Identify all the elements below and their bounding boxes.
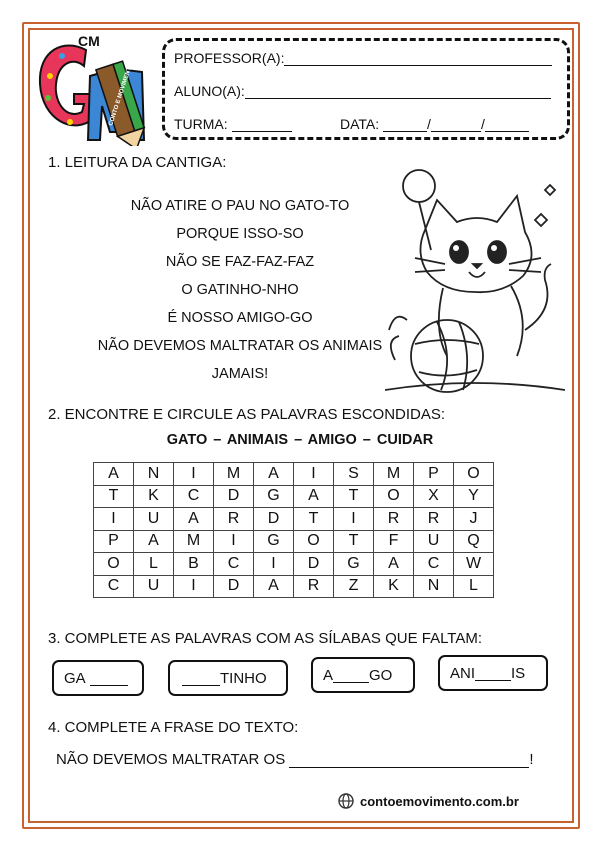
logo-text: CM — [78, 36, 100, 49]
grid-row — [94, 463, 494, 486]
section1-title: 1. LEITURA DA CANTIGA: — [48, 154, 227, 171]
grid-cell[interactable]: I — [214, 530, 254, 553]
grid-cell[interactable]: U — [134, 575, 174, 598]
grid-cell[interactable]: D — [294, 553, 334, 576]
kitten-with-ball-icon — [385, 160, 565, 400]
footer-site: contoemovimento.com.br — [360, 793, 519, 809]
syllable-suffix: GO — [369, 666, 393, 684]
grid-cell[interactable]: K — [374, 575, 414, 598]
grid-cell[interactable]: A — [254, 463, 294, 486]
grid-cell[interactable]: T — [334, 485, 374, 508]
syllable-blank[interactable] — [475, 666, 511, 681]
grid-cell[interactable]: O — [374, 485, 414, 508]
grid-cell[interactable]: N — [414, 575, 454, 598]
grid-cell[interactable]: P — [94, 530, 134, 553]
grid-cell[interactable]: C — [94, 575, 134, 598]
sentence-start: NÃO DEVEMOS MALTRATAR OS — [56, 751, 286, 768]
syllable-box-2[interactable] — [168, 660, 288, 696]
grid-cell[interactable]: K — [134, 485, 174, 508]
grid-cell[interactable]: R — [414, 508, 454, 531]
grid-cell[interactable]: O — [454, 463, 494, 486]
grid-cell[interactable]: M — [374, 463, 414, 486]
syllable-blank[interactable] — [182, 671, 220, 686]
grid-cell[interactable]: R — [294, 575, 334, 598]
footer — [338, 793, 519, 809]
section4-title: 4. COMPLETE A FRASE DO TEXTO: — [48, 719, 299, 736]
lyric-line: O GATINHO-NHO — [181, 282, 299, 298]
grid-cell[interactable]: C — [214, 553, 254, 576]
professor-label: PROFESSOR(A): — [174, 50, 285, 66]
grid-cell[interactable]: D — [254, 508, 294, 531]
grid-cell[interactable]: G — [254, 485, 294, 508]
words-to-find: GATO – ANIMAIS – AMIGO – CUIDAR — [166, 432, 434, 448]
sentence-blank[interactable] — [289, 753, 529, 768]
grid-cell[interactable]: A — [374, 553, 414, 576]
word-search-grid — [93, 462, 494, 598]
date-year-field[interactable] — [485, 117, 529, 132]
grid-cell[interactable]: Y — [454, 485, 494, 508]
grid-cell[interactable]: I — [94, 508, 134, 531]
grid-cell[interactable]: W — [454, 553, 494, 576]
syllable-box-4[interactable] — [438, 655, 548, 691]
grid-cell[interactable]: M — [214, 463, 254, 486]
date-separator: / — [480, 116, 485, 132]
grid-cell[interactable]: R — [374, 508, 414, 531]
syllable-prefix: A — [323, 666, 334, 684]
lyric-line: NÃO DEVEMOS MALTRATAR OS ANIMAIS — [97, 338, 383, 354]
grid-cell[interactable]: M — [174, 530, 214, 553]
grid-row — [94, 485, 494, 508]
aluno-line — [174, 83, 551, 99]
grid-cell[interactable]: P — [414, 463, 454, 486]
globe-icon — [338, 793, 354, 809]
grid-cell[interactable]: I — [254, 553, 294, 576]
grid-cell[interactable]: A — [134, 530, 174, 553]
turma-label: TURMA: — [174, 116, 228, 132]
grid-cell[interactable]: B — [174, 553, 214, 576]
section3-title: 3. COMPLETE AS PALAVRAS COM AS SÍLABAS QUE FALTAM: — [48, 630, 483, 647]
lyric-line: PORQUE ISSO-SO — [176, 226, 304, 242]
syllable-prefix: ANI — [450, 664, 476, 682]
syllable-blank[interactable] — [90, 671, 128, 686]
grid-cell[interactable]: I — [294, 463, 334, 486]
lyric-line: NÃO ATIRE O PAU NO GATO-TO — [130, 198, 350, 214]
grid-cell[interactable]: G — [254, 530, 294, 553]
grid-cell[interactable]: C — [414, 553, 454, 576]
lyric-line: JAMAIS! — [211, 366, 269, 382]
lyric-line: É NOSSO AMIGO-GO — [167, 310, 313, 326]
professor-line — [174, 50, 552, 66]
grid-cell[interactable]: X — [414, 485, 454, 508]
song-lyrics — [60, 192, 420, 388]
grid-cell[interactable]: N — [134, 463, 174, 486]
lyric-line: NÃO SE FAZ-FAZ-FAZ — [165, 254, 315, 270]
grid-cell[interactable]: Z — [334, 575, 374, 598]
grid-row — [94, 575, 494, 598]
syllable-suffix: TINHO — [220, 669, 267, 687]
grid-cell[interactable]: D — [214, 575, 254, 598]
grid-row — [94, 508, 494, 531]
date-separator: / — [427, 116, 431, 132]
data-line — [340, 116, 529, 132]
syllable-box-3[interactable] — [311, 657, 415, 693]
grid-cell[interactable]: I — [174, 575, 214, 598]
sentence-line — [56, 751, 534, 768]
grid-cell[interactable]: T — [334, 530, 374, 553]
grid-cell[interactable]: Q — [454, 530, 494, 553]
sentence-end: ! — [529, 751, 534, 768]
grid-cell[interactable]: I — [174, 463, 214, 486]
professor-field[interactable] — [284, 51, 552, 66]
turma-line — [174, 116, 292, 132]
grid-cell[interactable]: T — [294, 508, 334, 531]
grid-cell[interactable]: R — [214, 508, 254, 531]
grid-cell[interactable]: U — [414, 530, 454, 553]
grid-cell[interactable]: A — [294, 485, 334, 508]
grid-row — [94, 553, 494, 576]
syllable-box-1[interactable] — [52, 660, 144, 696]
logo-pencil-text: CONTO E MOVIMENTO — [108, 62, 135, 127]
aluno-field[interactable] — [245, 84, 551, 99]
syllable-blank[interactable] — [333, 668, 369, 683]
grid-cell[interactable]: A — [254, 575, 294, 598]
grid-cell[interactable]: C — [174, 485, 214, 508]
syllable-prefix: GA — [64, 669, 86, 687]
grid-cell[interactable]: G — [334, 553, 374, 576]
grid-cell[interactable]: T — [94, 485, 134, 508]
grid-cell[interactable]: L — [134, 553, 174, 576]
grid-cell[interactable]: L — [454, 575, 494, 598]
grid-cell[interactable]: U — [134, 508, 174, 531]
grid-cell[interactable]: D — [214, 485, 254, 508]
syllable-suffix: IS — [511, 664, 526, 682]
grid-cell[interactable]: I — [334, 508, 374, 531]
grid-cell[interactable]: S — [334, 463, 374, 486]
section2-title: 2. ENCONTRE E CIRCULE AS PALAVRAS ESCONDIDAS: — [48, 406, 446, 423]
date-month-field[interactable] — [431, 117, 481, 132]
date-day-field[interactable] — [383, 117, 427, 132]
turma-field[interactable] — [232, 117, 292, 132]
grid-cell[interactable]: A — [94, 463, 134, 486]
grid-cell[interactable]: A — [174, 508, 214, 531]
grid-cell[interactable]: J — [454, 508, 494, 531]
data-label: DATA: — [340, 116, 380, 132]
logo-cm-icon — [34, 36, 152, 146]
aluno-label: ALUNO(A): — [174, 83, 245, 99]
page-border-inner — [28, 28, 574, 823]
grid-cell[interactable]: F — [374, 530, 414, 553]
grid-cell[interactable]: O — [294, 530, 334, 553]
grid-cell[interactable]: O — [94, 553, 134, 576]
grid-row — [94, 530, 494, 553]
